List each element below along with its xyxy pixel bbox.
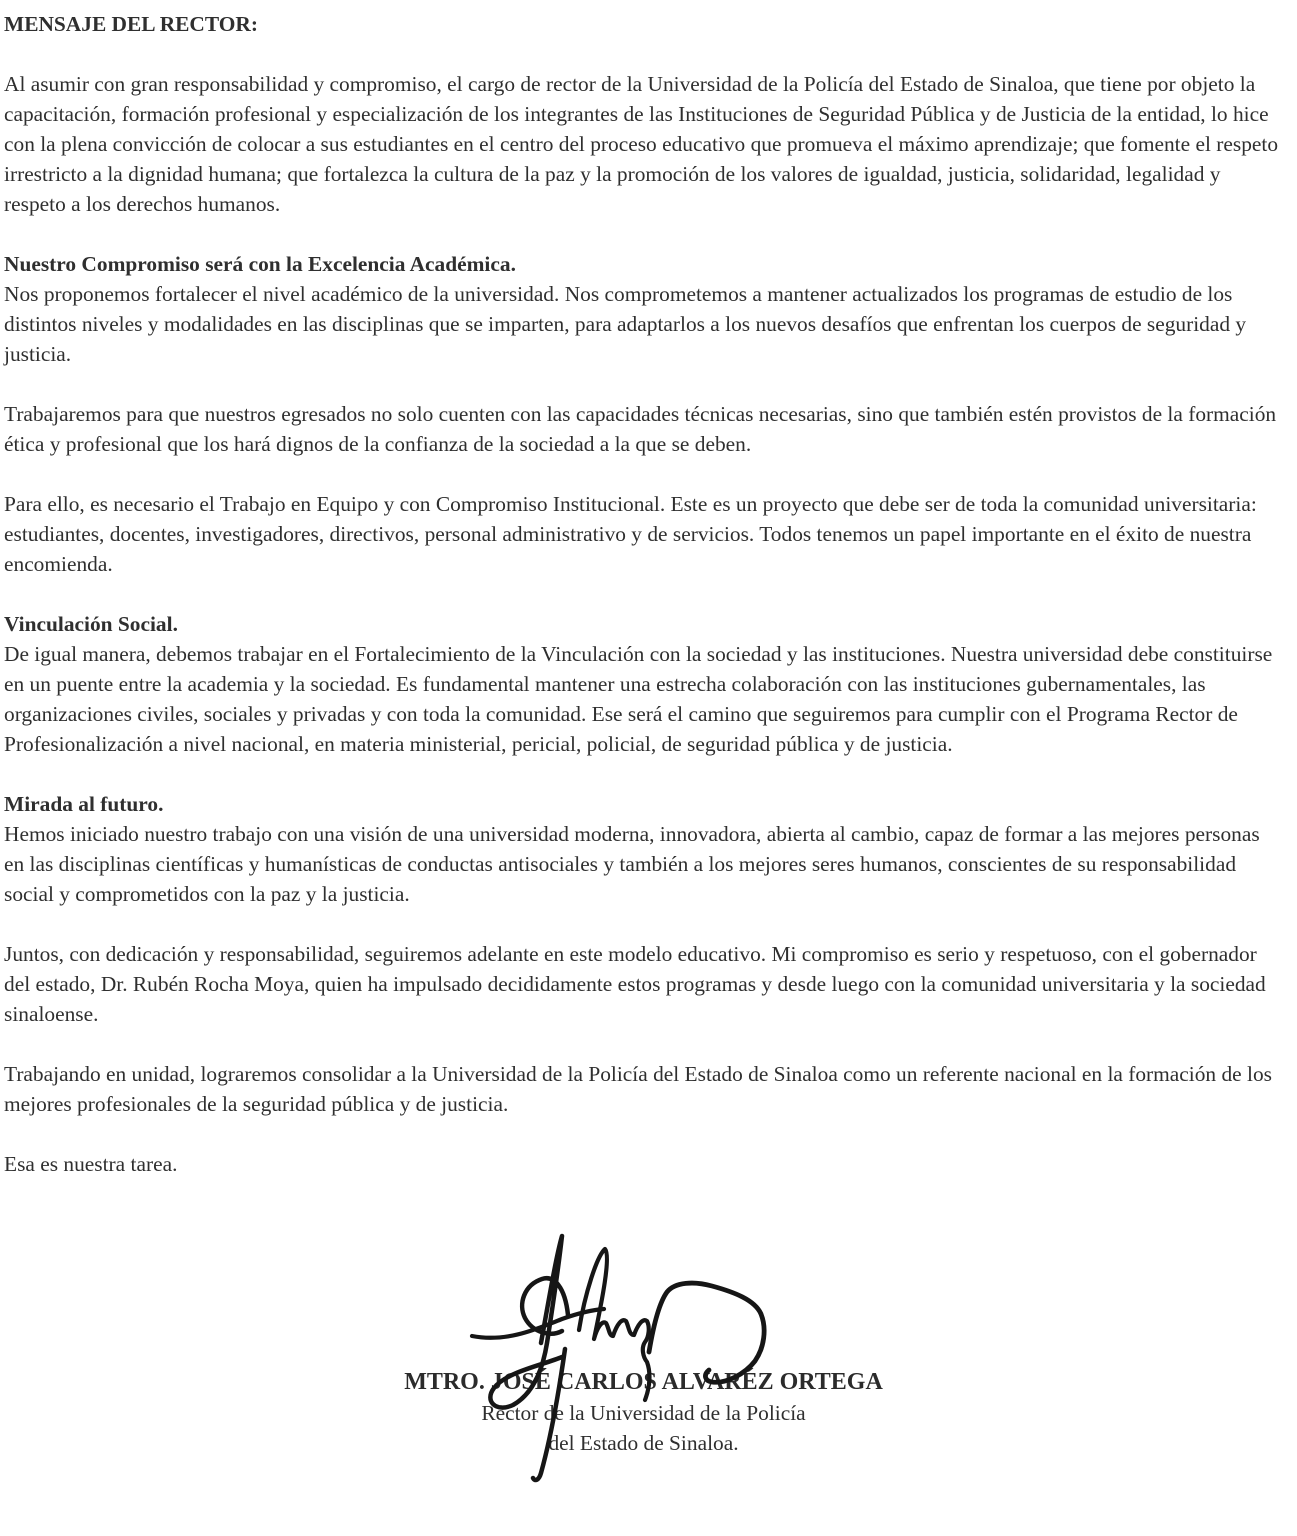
paragraph-trabajo-en-equipo: Para ello, es necesario el Trabajo en Equipo y con Compromiso Institucional. Este es un proyecto que debe ser de toda la comunidad universitaria: estudiantes, docentes, investigadores, directivos, personal administrativo y de servicios. Todos tenemos un papel importante en el éxito de nuestra encomienda. <box>4 492 1257 576</box>
paragraph-vinculacion: De igual manera, debemos trabajar en el Fortalecimiento de la Vinculación con la sociedad y las instituciones. Nuestra universidad debe constituirse en un puente entre la academia y la sociedad. Es fundamental mantener una estrecha colaboración con las instituciones gubernamentales, las organizaciones civiles, sociales y privadas y con toda la comunidad. Ese será el camino que seguiremos para cumplir con el Programa Rector de Profesionalización a nivel nacional, en materia ministerial, pericial, policial, de seguridad pública y de justicia. <box>4 642 1273 756</box>
paragraph-excelencia: Nos proponemos fortalecer el nivel académico de la universidad. Nos comprometemos a mantener actualizados los programas de estudio de los distintos niveles y modalidades en las disciplinas que se imparten, para adaptarlos a los nuevos desafíos que enfrentan los cuerpos de seguridad y justicia. <box>4 282 1247 366</box>
paragraph-trabajando-en-unidad: Trabajando en unidad, lograremos consolidar a la Universidad de la Policía del Estado de Sinaloa como un referente nacional en la formación de los mejores profesionales de la seguridad pública y de justicia. <box>4 1062 1272 1116</box>
section-heading-mirada: Mirada al futuro. <box>4 792 164 816</box>
signature-role-line2: del Estado de Sinaloa. <box>548 1431 739 1455</box>
section-heading-excelencia: Nuestro Compromiso será con la Excelencia Académica. <box>4 252 516 276</box>
signature-scrawl-icon <box>402 1209 882 1509</box>
paragraph-mirada: Hemos iniciado nuestro trabajo con una visión de una universidad moderna, innovadora, abierta al cambio, capaz de formar a las mejores personas en las disciplinas científicas y humanísticas de conductas antisociales y también a los mejores seres humanos, conscientes de su responsabilidad social y comprometidos con la paz y la justicia. <box>4 822 1260 906</box>
paragraph-egresados: Trabajaremos para que nuestros egresados no solo cuenten con las capacidades técnicas necesarias, sino que también estén provistos de la formación ética y profesional que los hará dignos de la confianza de la sociedad a la que se deben. <box>4 402 1277 456</box>
paragraph-juntos: Juntos, con dedicación y responsabilidad, seguiremos adelante en este modelo educativo. Mi compromiso es serio y respetuoso, con el gobernador del estado, Dr. Rubén Rocha Moya, quien ha impulsado decididamente estos programas y desde luego con la comunidad universitaria y la sociedad sinaloense. <box>4 942 1266 1026</box>
signature-block <box>4 1209 1283 1509</box>
signature-name: MTRO. JOSÉ CARLOS ALVARÉZ ORTEGA <box>404 1369 883 1395</box>
paragraph-intro: Al asumir con gran responsabilidad y compromiso, el cargo de rector de la Universidad de la Policía del Estado de Sinaloa, que tiene por objeto la capacitación, formación profesional y especialización de los integrantes de las Instituciones de Seguridad Pública y de Justicia de la entidad, lo hice con la plena convicción de colocar a sus estudiantes en el centro del proceso educativo que promueva el máximo aprendizaje; que fomente el respeto irrestricto a la dignidad humana; que fortalezca la cultura de la paz y la promoción de los valores de igualdad, justicia, solidaridad, legalidad y respeto a los derechos humanos. <box>4 72 1279 216</box>
section-excelencia <box>4 249 1283 369</box>
section-mirada-al-futuro <box>4 789 1283 909</box>
signature-role-line1: Rector de la Universidad de la Policía <box>481 1401 806 1425</box>
section-heading-vinculacion: Vinculación Social. <box>4 612 178 636</box>
section-vinculacion <box>4 609 1283 759</box>
paragraph-tarea: Esa es nuestra tarea. <box>4 1152 178 1176</box>
document-title: MENSAJE DEL RECTOR: <box>4 12 258 36</box>
